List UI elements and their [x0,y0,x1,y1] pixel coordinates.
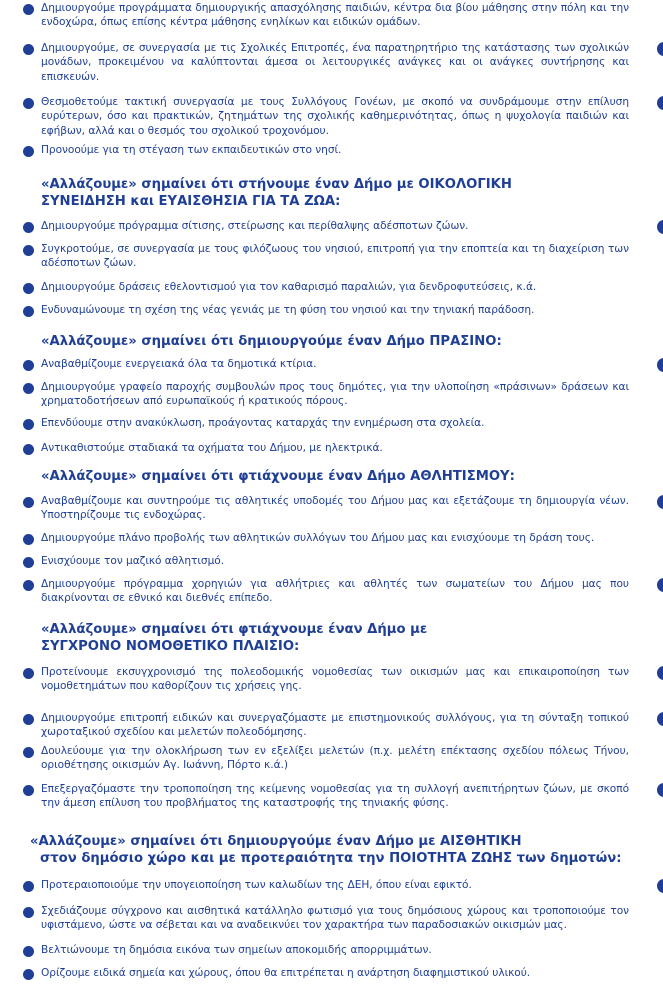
edge-circle-icon [657,783,663,797]
bullet-icon [23,747,34,758]
bullet-icon [23,557,34,568]
edge-circle-icon [657,96,663,110]
bullet-icon [23,881,34,892]
list-item-text: Συγκροτούμε, σε συνεργασία με τους φιλόζωους του νησιού, επιτροπή για την εποπτεία και τη διαχείριση των αδέσποτων ζώων. [41,243,629,270]
list-item-text: Δημιουργούμε προγράμματα δημιουργικής απασχόλησης παιδιών, κέντρα δια βίου μάθησης στην πόλη και την ενδοχώρα, όπως επίσης κέντρα μάθησης ενηλίκων και ειδικών ομάδων. [41,2,629,29]
bullet-icon [23,306,34,317]
list-item-text: Αναβαθμίζουμε ενεργειακά όλα τα δημοτικά κτίρια. [41,358,317,370]
bullet-icon [23,785,34,796]
bullet-icon [23,580,34,591]
list-item-text: Δημιουργούμε δράσεις εθελοντισμού για τον καθαρισμό παραλιών, για δενδροφυτεύσεις, κ.ά. [41,281,537,293]
bullet-icon [23,44,34,55]
bullet-icon [23,383,34,394]
edge-circle-icon [657,42,663,56]
bullet-icon [23,907,34,918]
edge-circle-icon [657,220,663,234]
bullet-icon [23,283,34,294]
bullet-icon [23,969,34,980]
list-item-text: Ενισχύουμε τον μαζικό αθλητισμό. [41,555,225,567]
bullet-icon [23,444,34,455]
list-item-text: Δημιουργούμε πρόγραμμα σίτισης, στείρωσης και περίθαλψης αδέσποτων ζώων. [41,220,469,232]
bullet-icon [23,360,34,371]
list-item-text: Βελτιώνουμε τη δημόσια εικόνα των σημείων αποκομιδής απορριμμάτων. [41,944,432,956]
section-heading-line: «Αλλάζουμε» σημαίνει ότι στήνουμε έναν Δήμο με ΟΙΚΟΛΟΓΙΚΗ [41,177,512,192]
edge-circle-icon [657,578,663,592]
bullet-icon [23,497,34,508]
edge-circle-icon [657,712,663,726]
bullet-icon [23,98,34,109]
section-heading-sports [41,469,641,486]
bullet-icon [23,946,34,957]
section-heading-line: «Αλλάζουμε» σημαίνει ότι φτιάχνουμε έναν Δήμο ΑΘΛΗΤΙΣΜΟΥ: [41,469,515,484]
list-item-text: Αντικαθιστούμε σταδιακά τα οχήματα του Δήμου, με ηλεκτρικά. [41,442,383,454]
section-heading-line: ΣΥΓΧΡΟΝΟ ΝΟΜΟΘΕΤΙΚΟ ΠΛΑΙΣΙΟ: [41,638,300,654]
list-item-text: Ενδυναμώνουμε τη σχέση της νέας γενιάς με τη φύση του νησιού και την τηνιακή παράδοση. [41,304,535,316]
section-heading-line: «Αλλάζουμε» σημαίνει ότι φτιάχνουμε έναν Δήμο με [41,622,428,637]
list-item-text: Αναβαθμίζουμε και συντηρούμε τις αθλητικές υποδομές του Δήμου μας και εξετάζουμε τη δημιουργία νέων. Υποστηρίζουμε τις ενδοχώρας. [41,495,629,522]
list-item-text: Θεσμοθετούμε τακτική συνεργασία με τους Συλλόγους Γονέων, με σκοπό να συνδράμουμε στην επίλυση ευρύτερων, όσο και πρακτικών, ζητημάτων της σχολικής καθημερινότητας, όπως η ψυχολογία παιδιών και εφήβων, αλλά και ο θεσμός του σχολικού τροχονόμου. [41,96,629,137]
list-item-text: Δημιουργούμε γραφείο παροχής συμβουλών προς τους δημότες, για την υλοποίηση «πράσινων» δράσεων και χρηματοδοτήσεων από ευρωπαϊκούς ή κρατικούς πόρους. [41,381,629,408]
list-item-text: Δημιουργούμε επιτροπή ειδικών και συνεργαζόμαστε με επιστημονικούς συλλόγους, για τη σύνταξη τοπικού χωροταξικού σχεδίου και μελετών πολεοδόμησης. [41,712,629,739]
bullet-icon [23,4,34,15]
bullet-icon [23,222,34,233]
bullet-icon [23,146,34,157]
section-heading-line: «Αλλάζουμε» σημαίνει ότι δημιουργούμε έναν Δήμο με ΑΙΣΘΗΤΙΚΗ [30,834,522,849]
edge-circle-icon [657,358,663,372]
list-item-text: Δημιουργούμε, σε συνεργασία με τις Σχολικές Επιτροπές, ένα παρατηρητήριο της κατάστασης των σχολικών μονάδων, προκειμένου να καλύπτονται άμεσα οι λειτουργικές ανάγκες και οι ανάγκες συντήρησης και επισκευών. [41,42,629,83]
bullet-icon [23,245,34,256]
list-item-text: Επενδύουμε στην ανακύκλωση, προάγοντας καταρχάς την ενημέρωση στα σχολεία. [41,417,485,429]
bullet-icon [23,419,34,430]
list-item-text: Δουλεύουμε για την ολοκλήρωση των εν εξελίξει μελετών (π.χ. μελέτη επέκτασης σχεδίου πόλεως Τήνου, οριοθέτησης οικισμών Αγ. Ιωάννη, Πόρτο κ.ά.) [41,745,629,772]
section-heading-ecology [41,177,641,210]
edge-circle-icon [657,879,663,893]
section-heading-legal [41,622,641,655]
list-item-text: Προτείνουμε εκσυγχρονισμό της πολεοδομικής νομοθεσίας των οικισμών μας και επικαιροποίηση των νομοθετημάτων που καθορίζουν τις χρήσεις γης. [41,666,629,693]
list-item-text: Ορίζουμε ειδικά σημεία και χώρους, όπου θα επιτρέπεται η ανάρτηση διαφημιστικού υλικού. [41,967,531,979]
edge-circle-icon [657,666,663,680]
bullet-icon [23,714,34,725]
list-item-text: Προτεραιοποιούμε την υπογειοποίηση των καλωδίων της ΔΕΗ, όπου είναι εφικτό. [41,879,472,891]
bullet-icon [23,668,34,679]
section-heading-green [41,334,641,351]
list-item-text: Δημιουργούμε πλάνο προβολής των αθλητικών συλλόγων του Δήμου μας και ενισχύουμε τη δράση τους. [41,532,595,544]
list-item-text: Επεξεργαζόμαστε την τροποποίηση της κείμενης νομοθεσίας για τη συλλογή ανεπιτήρητων ζώων, με σκοπό την άμεση επίλυση του προβλήματος της καταστροφής της τηνιακής φύσης. [41,783,629,810]
section-heading-line: στον δημόσιο χώρο και με προτεραιότητα την ΠΟΙΟΤΗΤΑ ΖΩΗΣ των δημοτών: [40,850,622,866]
list-item-text: Προνοούμε για τη στέγαση των εκπαιδευτικών στο νησί. [41,144,342,156]
section-heading-line: ΣΥΝΕΙΔΗΣΗ και ΕΥΑΙΣΘΗΣΙΑ ΓΙΑ ΤΑ ΖΩΑ: [41,193,341,209]
list-item-text: Σχεδιάζουμε σύγχρονο και αισθητικά κατάλληλο φωτισμό για τους δημόσιους χώρους και τροποποιούμε τον υφιστάμενο, ώστε να σέβεται και να αναδεικνύει τον χαρακτήρα των παραδοσιακών οικισμών μας. [41,905,629,932]
list-item-text: Δημιουργούμε πρόγραμμα χορηγιών για αθλήτριες και αθλητές των σωματείων του Δήμου μας που διακρίνονται σε εθνικό και διεθνές επίπεδο. [41,578,629,605]
edge-circle-icon [657,495,663,509]
section-heading-line: «Αλλάζουμε» σημαίνει ότι δημιουργούμε έναν Δήμο ΠΡΑΣΙΝΟ: [41,334,502,349]
bullet-icon [23,534,34,545]
section-heading-aesthetics [30,834,640,867]
